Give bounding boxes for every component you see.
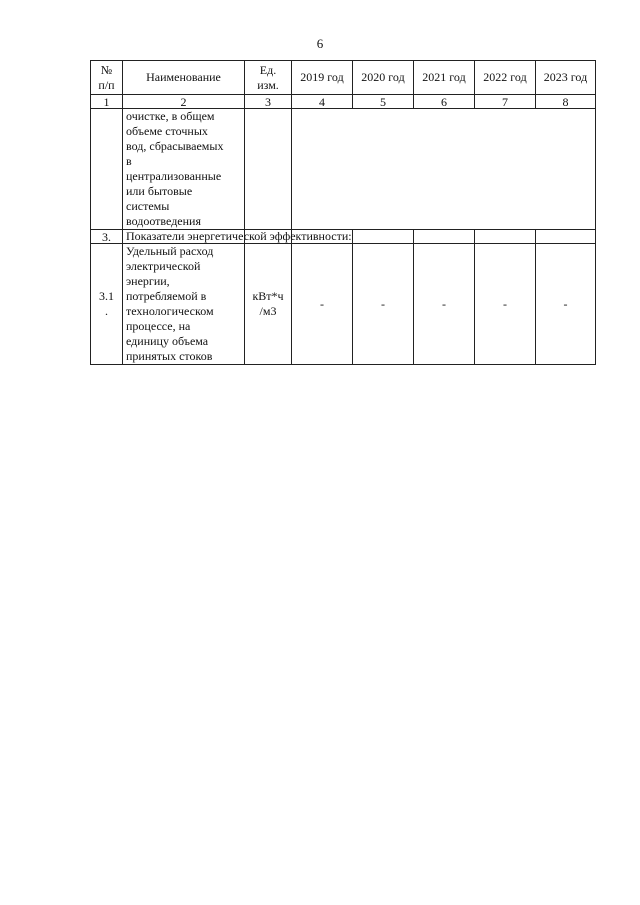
section-num: 3.: [91, 230, 123, 244]
section-empty-cell: [414, 230, 475, 244]
continued-values-cell: [292, 109, 596, 230]
header-year: 2021 год: [414, 61, 475, 95]
column-number: 3: [245, 95, 292, 109]
header-year: 2022 год: [475, 61, 536, 95]
row-unit: кВт*ч /м3: [245, 244, 292, 365]
header-year: 2023 год: [536, 61, 596, 95]
column-number: 8: [536, 95, 596, 109]
continued-num-cell: [91, 109, 123, 230]
indicators-table: [90, 60, 596, 365]
column-number: 5: [353, 95, 414, 109]
row-value: -: [292, 244, 353, 365]
table-row: [91, 244, 596, 365]
continued-unit-cell: [245, 109, 292, 230]
column-number: 7: [475, 95, 536, 109]
section-row: [91, 230, 596, 244]
section-empty-cell: [353, 230, 414, 244]
row-value: -: [414, 244, 475, 365]
section-title: Показатели энергетической эффективности:: [123, 230, 245, 244]
row-value: -: [353, 244, 414, 365]
column-number: 2: [123, 95, 245, 109]
row-value: -: [475, 244, 536, 365]
page-number: 6: [316, 36, 324, 51]
column-number-row: [91, 95, 596, 109]
row-value: -: [536, 244, 596, 365]
header-year: 2019 год: [292, 61, 353, 95]
header-year: 2020 год: [353, 61, 414, 95]
continued-row: [91, 109, 596, 230]
continued-name-cell: очистке, в общем объеме сточных вод, сбрасываемых в централизованные или бытовые системы водоотведения: [123, 109, 245, 230]
section-empty-cell: [475, 230, 536, 244]
column-number: 4: [292, 95, 353, 109]
header-name: Наименование: [123, 61, 245, 95]
header-unit: Ед. изм.: [245, 61, 292, 95]
column-number: 6: [414, 95, 475, 109]
section-empty-cell: [536, 230, 596, 244]
row-name: Удельный расход электрической энергии, потребляемой в технологическом процессе, на единицу объема принятых стоков: [123, 244, 245, 365]
row-num: 3.1 .: [91, 244, 123, 365]
header-num: № п/п: [91, 61, 123, 95]
column-number: 1: [91, 95, 123, 109]
header-row: [91, 61, 596, 95]
